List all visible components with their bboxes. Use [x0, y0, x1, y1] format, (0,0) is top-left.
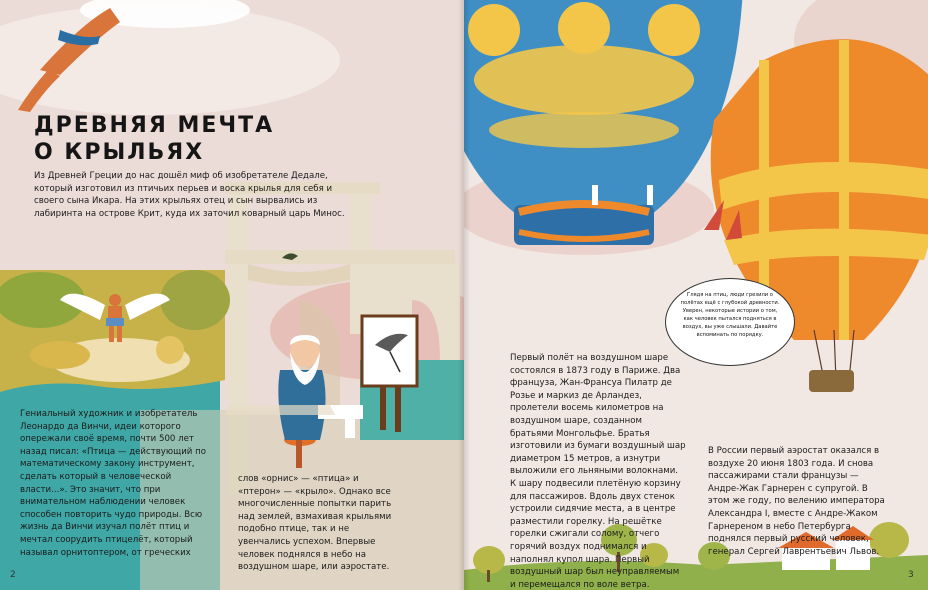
right-page [464, 0, 928, 590]
intro-paragraph: Из Древней Греции до нас дошёл миф об изобретателе Дедале, который изготовил из птичьих перьев и воска крылья для себя и своего сына Икара. На этих крыльях отец и сын вырвались из лабиринта на острове Крит, куда их заточил коварный царь Минос. [34, 171, 345, 219]
page-number-right: 3 [908, 570, 914, 580]
russia-paragraph: В России первый аэростат оказался в воздухе 20 июня 1803 года. И снова пассажирами стали французы — Андре-Жак Гарнерен с супругой. В этом же году, по велению императора Александра I, вместе с Андре-Жаком Гарнереном в небо Петербурга поднялся первый русский человек, генерал Сергей Лаврентьевич Львов. [708, 446, 885, 557]
leonardo-paragraph: Гениальный художник и изобретатель Леонардо да Винчи, идеи которого опережали своё время, почти 500 лет назад писал: «Птица — действующий по математическому закону инструмент, сделать который в человеческой власти...». Это значит, что при внимательном наблюдении человек способен повторить чудо природы. Всю жизнь да Винчи изучал полёт птиц и мечтал соорудить птицелёт, который называл орнитоптером, от греческих [20, 409, 206, 558]
speech-bubble [665, 278, 795, 366]
page-number-left: 2 [10, 570, 16, 580]
page-title [34, 112, 274, 166]
wings-paragraph: слов «орнис» — «птица» и «птерон» — «крыло». Однако все многочисленные попытки парить над землей, взмахивая крыльями подобно птице, так и не увенчались успехом. Впервые человек поднялся в небо на воздушном шаре, или аэростате. [238, 474, 392, 573]
page-title-line-1: ДРЕВНЯЯ МЕЧТА [34, 113, 275, 138]
floor-stripe [225, 405, 335, 415]
book-gutter [458, 0, 470, 590]
island-scene [0, 270, 230, 392]
speech-bubble-text: Глядя на птиц, люди грезили о полётах ещё с глубокой древности. Уверен, некоторые истории о том, как человек пытался подняться в воздух, вы уже слышали. Давайте вспоминать по порядку. [680, 292, 780, 338]
page-title-line-2: О КРЫЛЬЯХ [34, 140, 205, 165]
first-flight-paragraph: Первый полёт на воздушном шаре состоялся в 1873 году в Париже. Два француза, Жан-Франсуа Пилатр де Розье и маркиз де Арландез, пролетели восемь километров на воздушном шаре, созданном братьями Монгольфье. Братья изготовили из бумаги воздушный шар диаметром 15 метров, а изнутри выложили его льняными волокнами. К шару подвесили плетёную корзину для пассажиров. Вдоль двух стенок устроили сидячие места, а в центре разместили горелку. На решётке горелки сжигали солому, отчего горячий воздух поднимался и наполнял купол шара. Первый воздушный шар был неуправляемым и перемещался по воле ветра. [510, 353, 686, 590]
